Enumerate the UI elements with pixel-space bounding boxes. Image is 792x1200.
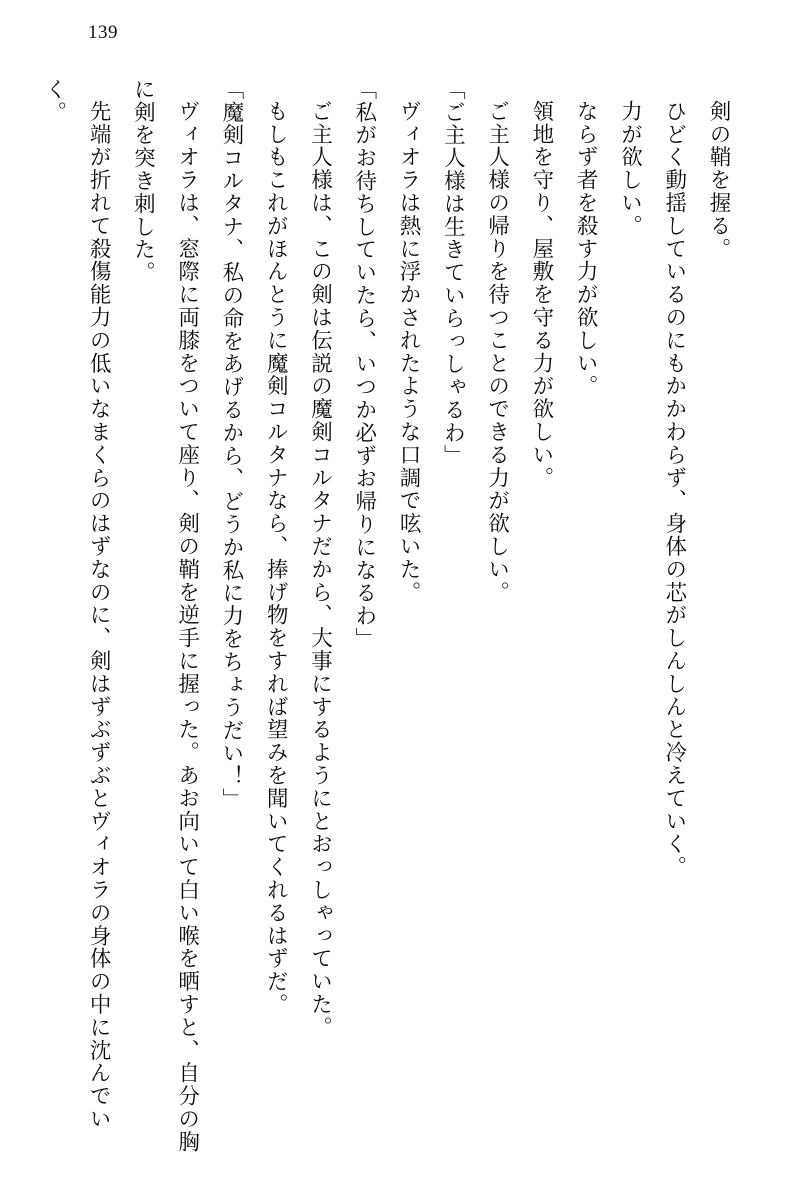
page-number: 139: [88, 22, 118, 43]
paragraph: ひどく動揺しているのにもかかわらず、身体の芯がしんしんと冷えていく。: [661, 99, 687, 879]
paragraph: もしもこれがほんとうに魔剣コルタナなら、捧げ物をすれば望みを聞いてくれるはずだ。: [263, 99, 289, 1016]
vertical-body-text: [40, 78, 740, 1158]
paragraph: ご主人様は、この剣は伝説の魔剣コルタナだから、大事にするようにとおっしゃっていた。: [307, 99, 333, 1039]
paragraph: ならず者を殺す力が欲しい。: [573, 99, 599, 398]
paragraph: 力が欲しい。: [617, 99, 643, 237]
paragraph: 領地を守り、屋敷を守る力が欲しい。: [528, 99, 554, 489]
paragraph-dialogue: 「ご主人様は生きていらっしゃるわ」: [440, 78, 466, 468]
paragraph-dialogue: 「魔剣コルタナ、私の命をあげるから、どうか私に力をちょうだい！」: [218, 78, 244, 811]
paragraph: ご主人様の帰りを待つことのできる力が欲しい。: [484, 99, 510, 604]
paragraph: 剣の鞘を握る。: [706, 99, 731, 260]
paragraph-dialogue: 「私がお待ちしていたら、いつか必ずお帰りになるわ」: [351, 78, 377, 651]
paragraph: ヴィオラは熱に浮かされたような口調で呟いた。: [396, 99, 422, 604]
paragraph: ヴィオラは、窓際に両膝をついて座り、剣の鞘を逆手に握った。あお向いて白い喉を晒すと、自分の胸に剣を突き刺した。: [130, 78, 200, 1153]
paragraph: 先端が折れて殺傷能力の低いなまくらのはずなのに、剣はずぶずぶとヴィオラの身体の中に沈んでいく。: [41, 78, 112, 1130]
